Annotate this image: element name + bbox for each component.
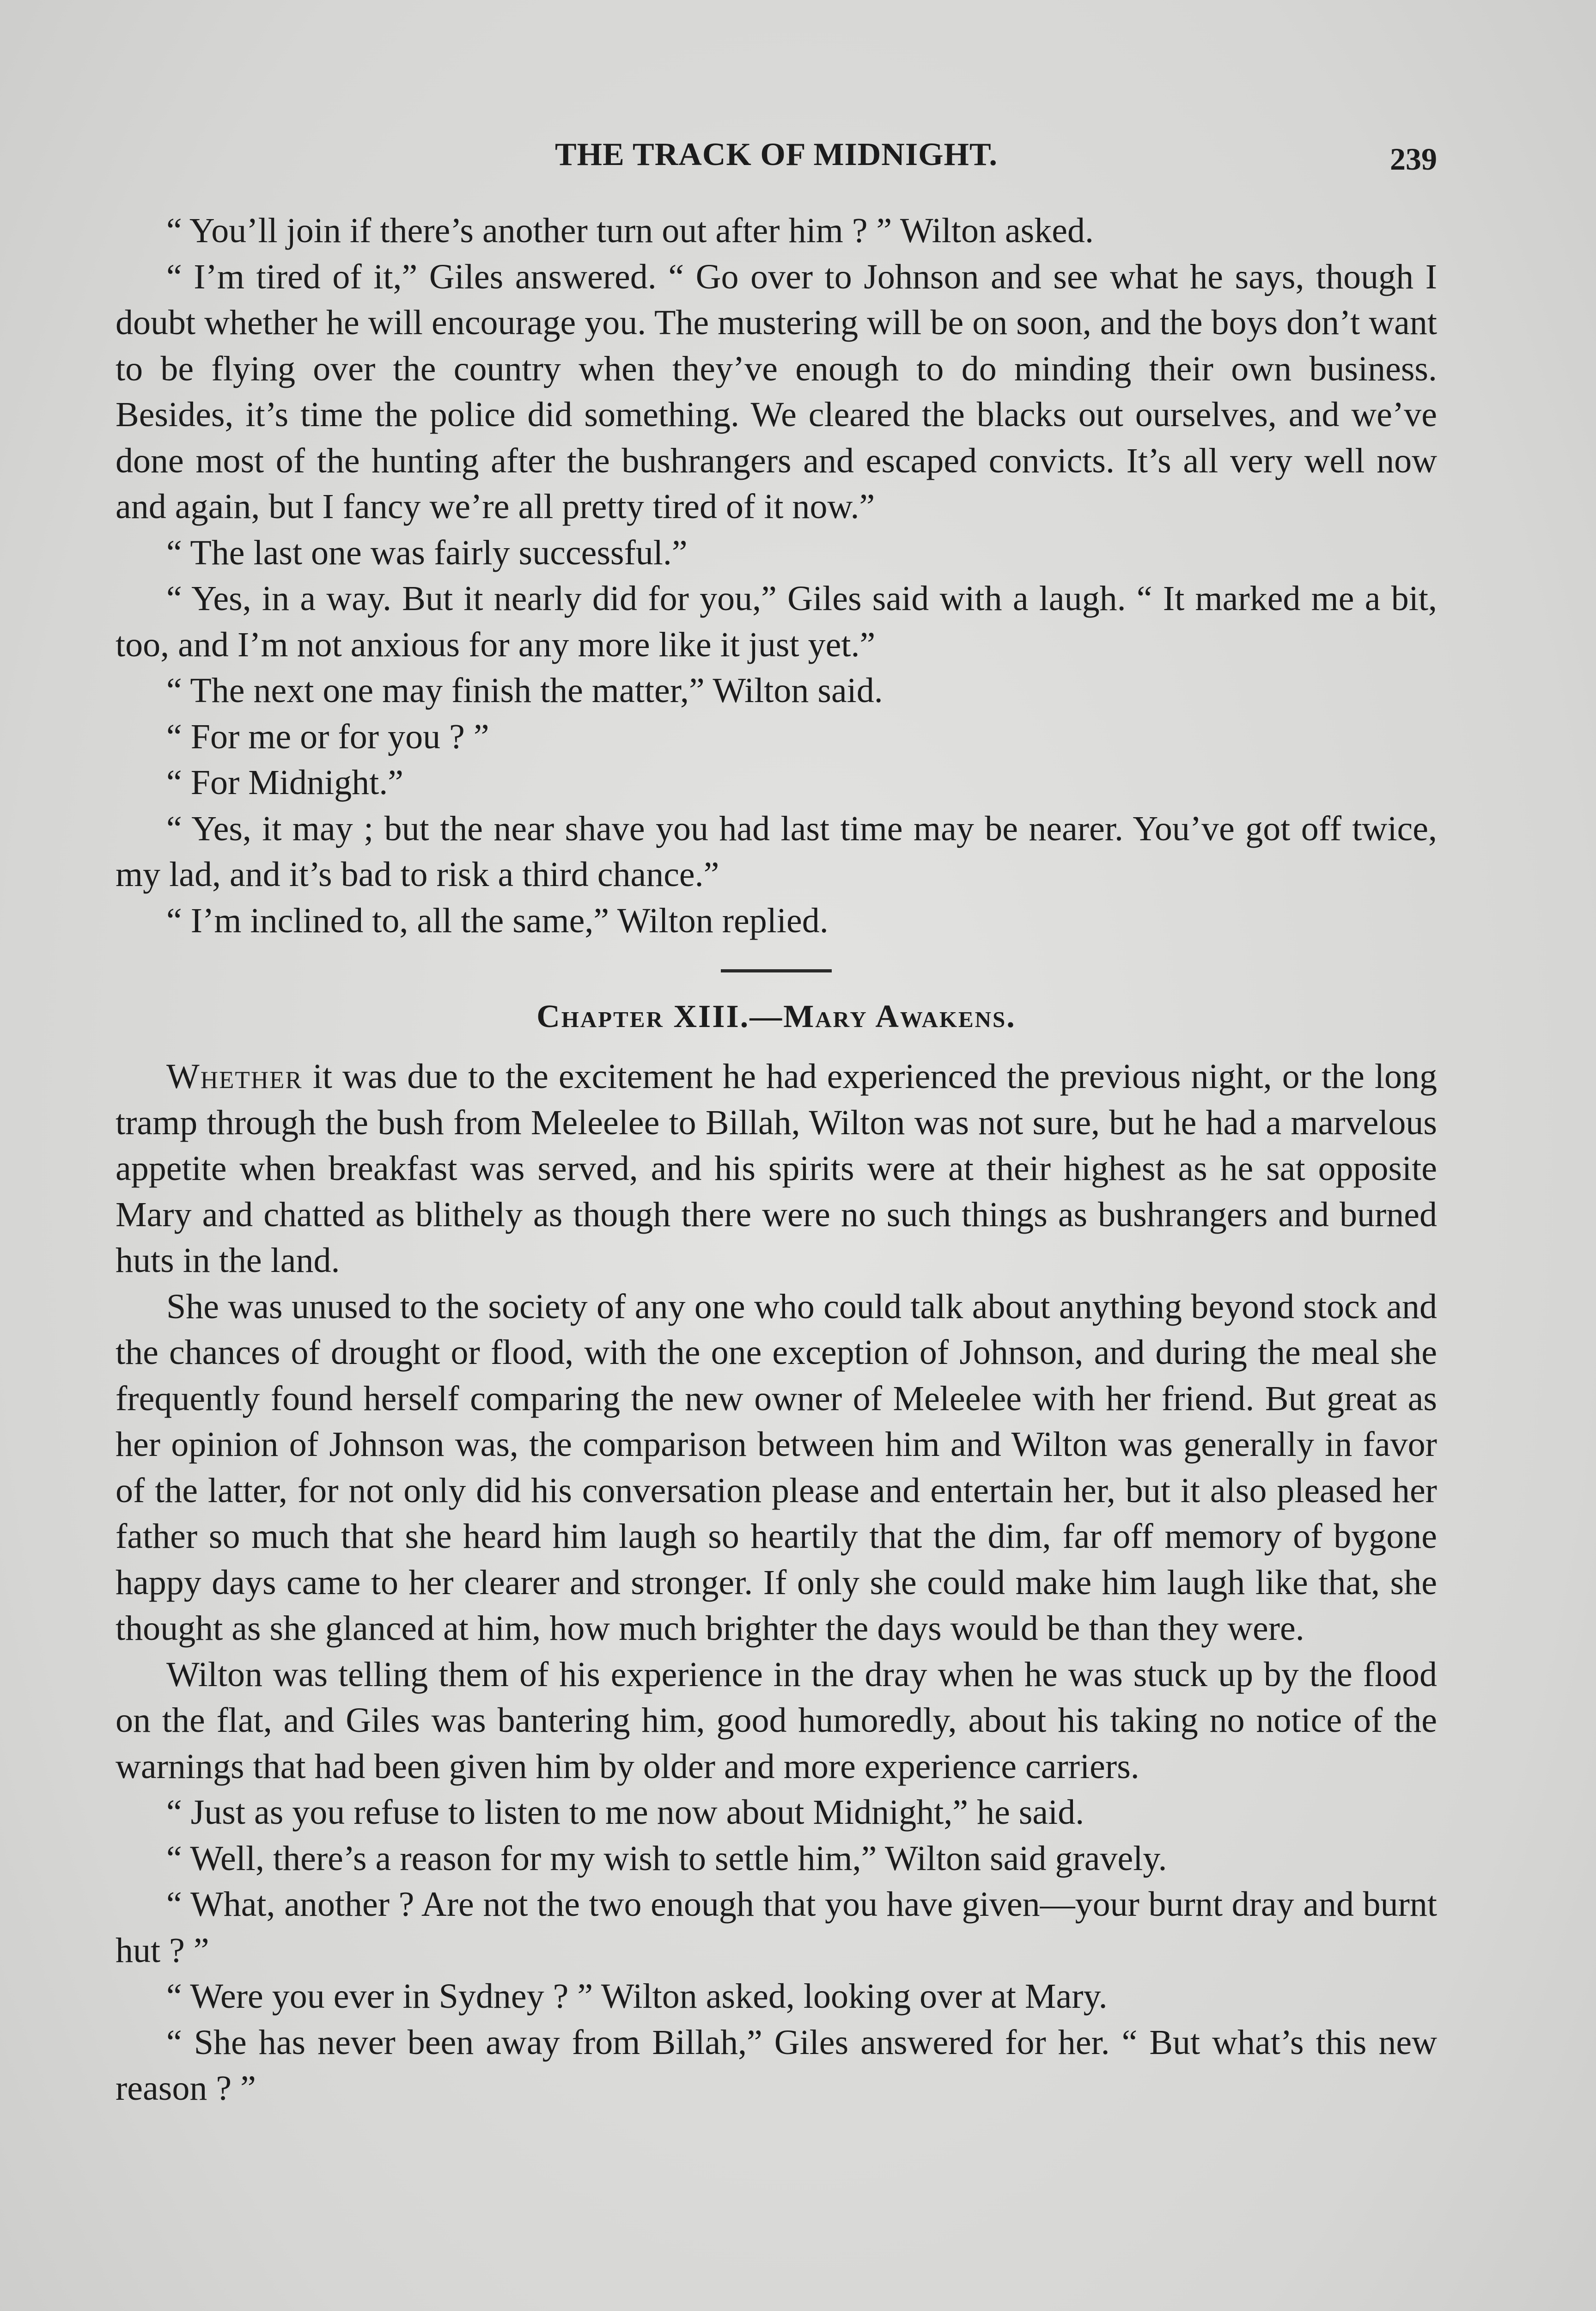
lead-word: Whether [166,1057,303,1096]
page-number: 239 [1390,141,1437,177]
paragraph: Wilton was telling them of his experience in the dray when he was stuck up by the flood on the flat, and Giles was bantering him, good humoredly, about his taking no notice of the warnings that had been given him by older and more experience carriers. [116,1655,1437,1786]
body-text [116,208,1437,2112]
paragraph: “ Yes, it may ; but the near shave you had last time may be nearer. You’ve got off twice, my lad, and it’s bad to risk a third chance.” [116,809,1437,894]
paragraph: “ What, another ? Are not the two enough that you have given—your burnt dray and burnt hut ? ” [116,1885,1437,1970]
chapter-heading: Chapter XIII.—Mary Awakens. [536,999,1016,1034]
paragraph: “ Just as you refuse to listen to me now about Midnight,” he said. [166,1793,1084,1832]
paragraph: “ I’m inclined to, all the same,” Wilton replied. [166,901,828,940]
paragraph: “ You’ll join if there’s another turn out after him ? ” Wilton asked. [166,211,1094,250]
chapter-first-paragraph [116,1054,1437,1284]
paragraph: “ For me or for you ? ” [166,717,489,756]
paragraph: “ She has never been away from Billah,” Giles answered for her. “ But what’s this new reason ? ” [116,2023,1437,2108]
first-paragraph-text: it was due to the excitement he had experienced the previous night, or the long tramp through the bush from Meleelee to Billah, Wilton was not sure, but he had a marvelous appetite when breakfast was served, and his spirits were at their highest as he sat opposite Mary and chatted as blithely as though there were no such things as bushrangers and burned huts in the land. [116,1057,1437,1280]
paragraph: “ Yes, in a way. But it nearly did for you,” Giles said with a laugh. “ It marked me a bit, too, and I’m not anxious for any more like it just yet.” [116,579,1437,664]
paragraph: “ Well, there’s a reason for my wish to settle him,” Wilton said gravely. [166,1839,1167,1878]
paragraph: “ For Midnight.” [166,763,403,802]
page-header [116,136,1437,183]
paragraph: “ The next one may finish the matter,” Wilton said. [166,671,883,710]
running-title: THE TRACK OF MIDNIGHT. [554,137,998,172]
paragraph: “ I’m tired of it,” Giles answered. “ Go over to Johnson and see what he says, though I doubt whether he will encourage you. The mustering will be on soon, and the boys don’t want to be flying over the country when they’ve enough to do minding their own business. Besides, it’s time the police did something. We cleared the blacks out ourselves, and we’ve done most of the hunting after the bushrangers and escaped convicts. It’s all very well now and again, but I fancy we’re all pretty tired of it now.” [116,257,1437,526]
section-divider [721,969,832,972]
paragraph: “ The last one was fairly successful.” [166,533,688,572]
paragraph: “ Were you ever in Sydney ? ” Wilton asked, looking over at Mary. [166,1977,1108,2016]
paragraph: She was unused to the society of any one who could talk about anything beyond stock and the chances of drought or flood, with the one exception of Johnson, and during the meal she frequently found herself comparing the new owner of Meleelee with her friend. But great as her opinion of Johnson was, the comparison between him and Wilton was generally in favor of the latter, for not only did his conversation please and entertain her, but it also pleased her father so much that she heard him laugh so heartily that the dim, far off memory of bygone happy days came to her clearer and stronger. If only she could make him laugh like that, she thought as she glanced at him, how much brighter the days would be than they were. [116,1287,1437,1648]
